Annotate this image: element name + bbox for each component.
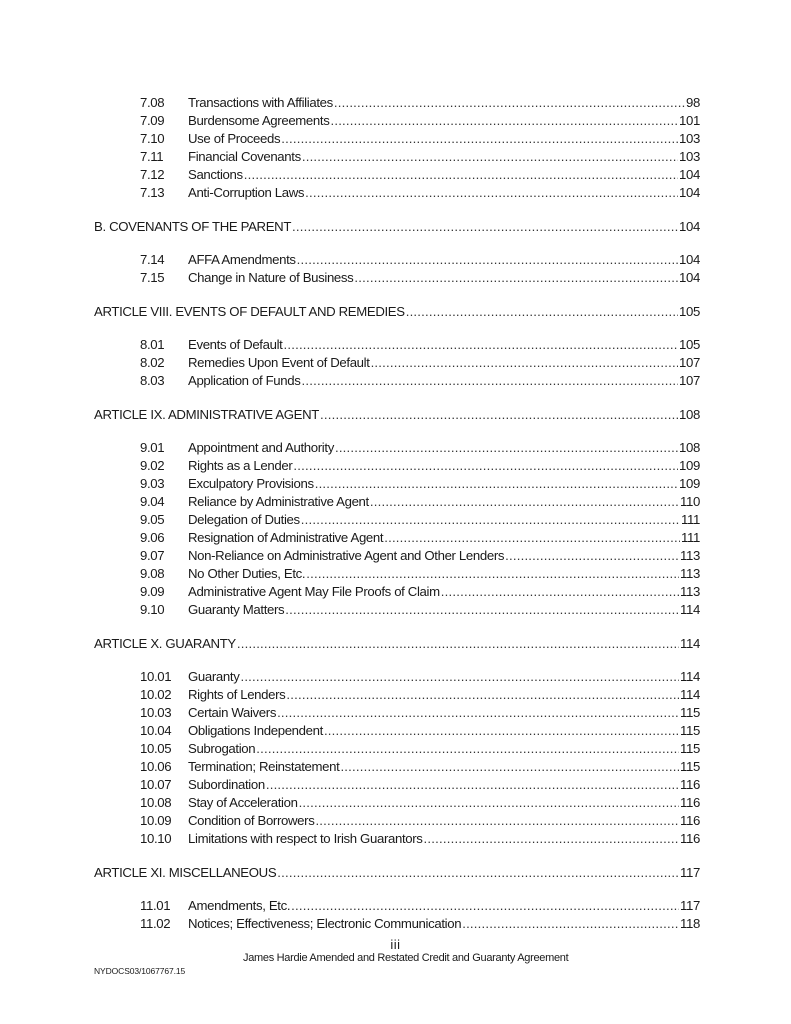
dot-leader [297,251,678,269]
toc-entry-number: 7.08 [140,95,165,110]
toc-entry[interactable] [94,601,700,619]
toc-heading-title: ARTICLE X. GUARANTY [94,636,236,651]
spacer [94,287,700,303]
toc-entry-title: Rights of Lenders [188,687,286,702]
toc-entry-title: Non-Reliance on Administrative Agent and Other Lenders [188,548,505,563]
toc-entry-title: Burdensome Agreements [188,113,330,128]
toc-entry-title: Application of Funds [188,373,301,388]
toc-entry-page: 104 [679,270,700,285]
dot-leader [291,897,679,915]
dot-leader [299,794,679,812]
footer-page-number: iii [390,937,401,952]
dot-leader [371,354,678,372]
toc-entry-page: 103 [679,131,700,146]
footer-document-title: James Hardie Amended and Restated Credit and Guaranty Agreement [243,952,569,964]
toc-entry-page: 116 [680,777,700,792]
toc-entry[interactable] [94,493,700,511]
dot-leader [424,830,679,848]
toc-heading[interactable] [94,218,700,236]
toc-entry-title: Termination; Reinstatement [188,759,340,774]
spacer [94,848,700,864]
spacer [94,653,700,668]
toc-entry[interactable] [94,354,700,372]
toc-heading-page: 104 [679,219,700,234]
dot-leader [244,166,678,184]
spacer [94,882,700,897]
dot-leader [283,336,678,354]
toc-entry-title: Appointment and Authority [188,440,334,455]
toc-entry[interactable] [94,94,700,112]
table-of-contents [94,94,700,933]
toc-entry-page: 98 [686,95,700,110]
toc-heading[interactable] [94,406,700,424]
toc-entry-number: 7.13 [140,185,165,200]
toc-entry-number: 10.06 [140,759,172,774]
dot-leader [315,475,678,493]
dot-leader [335,439,678,457]
toc-entry-title: Limitations with respect to Irish Guarantors [188,831,423,846]
toc-entry-page: 114 [680,602,700,617]
toc-entry[interactable] [94,148,700,166]
dot-leader [324,722,679,740]
toc-heading-title: ARTICLE XI. MISCELLANEOUS [94,865,277,880]
toc-entry-page: 107 [679,373,700,388]
toc-entry[interactable] [94,184,700,202]
toc-heading-page: 105 [679,304,700,319]
spacer [94,424,700,439]
toc-entry-page: 118 [680,916,700,931]
toc-entry[interactable] [94,812,700,830]
toc-entry[interactable] [94,897,700,915]
toc-heading-title: ARTICLE IX. ADMINISTRATIVE AGENT [94,407,320,422]
toc-entry-title: Exculpatory Provisions [188,476,314,491]
toc-entry-title: Notices; Effectiveness; Electronic Communication [188,916,462,931]
toc-entry[interactable] [94,915,700,933]
toc-heading-title: ARTICLE VIII. EVENTS OF DEFAULT AND REMEDIES [94,304,405,319]
toc-entry-page: 108 [679,440,700,455]
toc-entry-title: AFFA Amendments [188,252,296,267]
dot-leader [302,372,679,390]
toc-entry-title: Subrogation [188,741,256,756]
toc-entry-title: Guaranty [188,669,240,684]
toc-entry-title: Transactions with Affiliates [188,95,333,110]
spacer [94,619,700,635]
toc-entry-title: No Other Duties, Etc. [188,566,306,581]
dot-leader [370,493,679,511]
toc-entry-number: 11.01 [140,898,171,913]
toc-entry[interactable] [94,740,700,758]
toc-entry-title: Condition of Borrowers [188,813,315,828]
spacer [94,202,700,218]
toc-entry-page: 115 [680,741,700,756]
dot-leader [293,457,678,475]
dot-leader [315,812,679,830]
toc-entry-page: 107 [679,355,700,370]
toc-entry-number: 10.04 [140,723,172,738]
toc-entry-number: 9.05 [140,512,165,527]
dot-leader [441,583,679,601]
toc-entry[interactable] [94,686,700,704]
toc-entry-title: Anti-Corruption Laws [188,185,305,200]
dot-leader [305,184,678,202]
toc-entry[interactable] [94,112,700,130]
dot-leader [334,94,685,112]
dot-leader [281,130,678,148]
toc-entry-page: 111 [681,512,700,527]
dot-leader [384,529,680,547]
toc-entry[interactable] [94,830,700,848]
toc-heading[interactable] [94,303,700,321]
toc-entry[interactable] [94,776,700,794]
toc-entry-page: 111 [681,530,700,545]
toc-entry[interactable] [94,336,700,354]
toc-entry-number: 8.02 [140,355,165,370]
dot-leader [237,635,679,653]
toc-entry-number: 9.06 [140,530,165,545]
toc-entry-page: 113 [680,584,700,599]
toc-entry-title: Obligations Independent [188,723,323,738]
toc-entry-number: 10.10 [140,831,172,846]
toc-entry[interactable] [94,583,700,601]
toc-entry-number: 10.08 [140,795,172,810]
toc-entry-title: Events of Default [188,337,283,352]
dot-leader [301,511,680,529]
toc-entry-page: 101 [679,113,700,128]
toc-entry-page: 104 [679,185,700,200]
toc-heading-page: 117 [680,865,700,880]
toc-entry-number: 10.03 [140,705,172,720]
toc-entry-title: Rights as a Lender [188,458,293,473]
dot-leader [340,758,679,776]
dot-leader [354,269,678,287]
toc-entry-title: Amendments, Etc. [188,898,291,913]
toc-entry-number: 9.08 [140,566,165,581]
toc-entry-page: 115 [680,759,700,774]
toc-entry-page: 104 [679,252,700,267]
dot-leader [277,864,679,882]
spacer [94,321,700,336]
toc-entry-page: 110 [680,494,700,509]
dot-leader [266,776,679,794]
toc-entry[interactable] [94,704,700,722]
toc-entry[interactable] [94,439,700,457]
dot-leader [505,547,679,565]
dot-leader [330,112,678,130]
toc-entry[interactable] [94,457,700,475]
dot-leader [302,148,678,166]
toc-entry-title: Remedies Upon Event of Default [188,355,370,370]
toc-entry-number: 10.02 [140,687,172,702]
toc-entry-page: 114 [680,669,700,684]
toc-entry-title: Stay of Acceleration [188,795,298,810]
toc-entry-number: 8.01 [140,337,165,352]
toc-entry-title: Certain Waivers [188,705,277,720]
toc-entry-number: 10.07 [140,777,172,792]
toc-entry[interactable] [94,130,700,148]
toc-entry-page: 115 [680,723,700,738]
toc-entry-page: 109 [679,476,700,491]
toc-heading-title: B. COVENANTS OF THE PARENT [94,219,292,234]
toc-entry-title: Reliance by Administrative Agent [188,494,369,509]
toc-entry-number: 7.11 [140,149,164,164]
toc-entry-number: 9.07 [140,548,165,563]
toc-entry-number: 9.09 [140,584,165,599]
toc-entry-page: 105 [679,337,700,352]
toc-entry-page: 116 [680,831,700,846]
dot-leader [240,668,679,686]
toc-entry[interactable] [94,166,700,184]
toc-entry-number: 9.04 [140,494,165,509]
toc-entry-number: 10.09 [140,813,172,828]
toc-entry-number: 9.03 [140,476,165,491]
toc-entry-page: 103 [679,149,700,164]
toc-entry[interactable] [94,668,700,686]
toc-entry-page: 113 [680,548,700,563]
footer-document-id: NYDOCS03/1067767.15 [94,966,186,976]
toc-entry-page: 116 [680,795,700,810]
dot-leader [286,686,679,704]
toc-entry[interactable] [94,529,700,547]
dot-leader [256,740,679,758]
dot-leader [285,601,679,619]
toc-entry-title: Use of Proceeds [188,131,281,146]
toc-entry-title: Resignation of Administrative Agent [188,530,384,545]
toc-heading[interactable] [94,864,700,882]
toc-entry-page: 104 [679,167,700,182]
dot-leader [277,704,679,722]
toc-entry-page: 116 [680,813,700,828]
toc-entry[interactable] [94,794,700,812]
toc-heading[interactable] [94,635,700,653]
toc-entry-page: 113 [680,566,700,581]
toc-entry[interactable] [94,722,700,740]
toc-entry-number: 10.01 [140,669,172,684]
toc-entry-title: Sanctions [188,167,243,182]
toc-entry[interactable] [94,758,700,776]
toc-entry-number: 7.10 [140,131,165,146]
toc-entry-number: 10.05 [140,741,172,756]
toc-entry-title: Change in Nature of Business [188,270,354,285]
toc-entry-number: 9.10 [140,602,165,617]
toc-entry-number: 11.02 [140,916,171,931]
toc-entry[interactable] [94,547,700,565]
toc-entry-number: 7.14 [140,252,165,267]
toc-entry[interactable] [94,565,700,583]
toc-entry-title: Subordination [188,777,265,792]
toc-entry-page: 114 [680,687,700,702]
toc-entry[interactable] [94,269,700,287]
toc-entry-number: 7.15 [140,270,165,285]
dot-leader [462,915,679,933]
toc-entry[interactable] [94,251,700,269]
toc-heading-page: 114 [680,636,700,651]
toc-entry-title: Guaranty Matters [188,602,285,617]
toc-entry-page: 109 [679,458,700,473]
toc-entry-number: 9.01 [140,440,165,455]
toc-entry[interactable] [94,475,700,493]
dot-leader [306,565,679,583]
dot-leader [320,406,678,424]
toc-entry-number: 7.09 [140,113,165,128]
toc-entry-number: 8.03 [140,373,165,388]
toc-entry-title: Delegation of Duties [188,512,300,527]
toc-entry-title: Administrative Agent May File Proofs of Claim [188,584,440,599]
toc-entry-page: 115 [680,705,700,720]
toc-heading-page: 108 [679,407,700,422]
spacer [94,390,700,406]
toc-entry-number: 7.12 [140,167,165,182]
toc-entry[interactable] [94,511,700,529]
toc-entry-title: Financial Covenants [188,149,301,164]
spacer [94,236,700,251]
toc-entry-number: 9.02 [140,458,165,473]
dot-leader [292,218,678,236]
toc-entry-page: 117 [680,898,700,913]
toc-entry[interactable] [94,372,700,390]
dot-leader [406,303,678,321]
